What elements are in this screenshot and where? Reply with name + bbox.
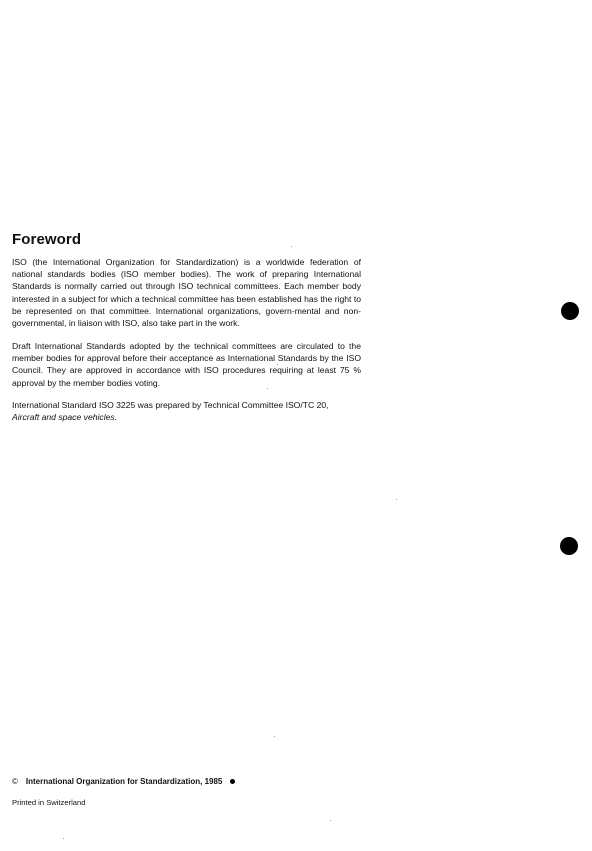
printed-in-note: Printed in Switzerland <box>12 798 86 807</box>
page-title: Foreword <box>12 231 82 248</box>
scan-speck <box>330 820 331 821</box>
paragraph-3-italic-title: Aircraft and space vehicles. <box>12 412 118 423</box>
scan-speck <box>274 736 275 737</box>
scan-speck <box>396 499 397 500</box>
punch-hole-mark <box>560 537 578 555</box>
copyright-symbol: © <box>12 777 18 786</box>
scan-speck <box>291 246 292 247</box>
scan-speck <box>277 364 278 365</box>
scan-speck <box>63 838 64 839</box>
foreword-paragraph-2: Draft International Standards adopted by the technical committees are circulated to the member bodies for approval before their acceptance as International Standards by the ISO Council. They are approved in accordance with ISO procedures requiring at least 75 % approval by the member bodies voting. <box>12 341 361 388</box>
copyright-line <box>12 777 235 786</box>
copyright-text: International Organization for Standardization, 1985 <box>25 777 223 786</box>
punch-hole-mark <box>561 302 579 320</box>
paragraph-3-text: International Standard ISO 3225 was prepared by Technical Committee ISO/TC 20, <box>12 400 329 410</box>
scan-speck <box>267 388 268 389</box>
foreword-paragraph-3 <box>12 399 361 423</box>
foreword-paragraph-1: ISO (the International Organization for Standardization) is a worldwide federation of national standards bodies (ISO member bodies). The work of preparing International Standards is normally carried out through ISO technical committees. Each member body interested in a subject for which a technical committee has been established has the right to be represented on that committee. International organizations, govern-mental and non-governmental, in liaison with ISO, also take part in the work. <box>12 257 361 329</box>
bullet-icon <box>230 779 235 784</box>
